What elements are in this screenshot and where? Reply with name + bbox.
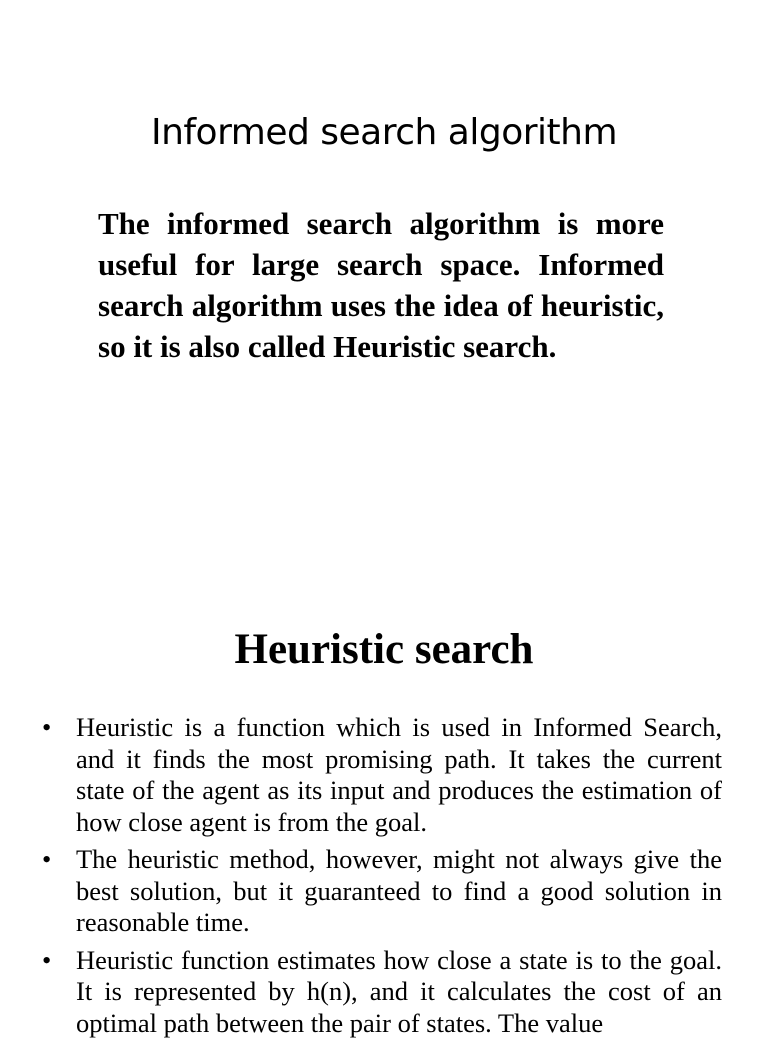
bullet-point-icon: •: [42, 712, 52, 742]
bullet-text: Heuristic function estimates how close a state is to the goal. It is represented by h(n), and it calculates the cost of an optimal path between the pair of states. The value: [76, 944, 722, 1038]
slide-title: Informed search algorithm: [150, 112, 618, 153]
slide-title: Heuristic search: [234, 626, 534, 673]
bullet-point-icon: •: [42, 944, 52, 975]
bullet-point-icon: •: [42, 844, 52, 874]
bullet-item: [40, 712, 722, 838]
slide-heuristic-search: [0, 560, 768, 1038]
bullet-list: [40, 712, 722, 1045]
bullet-item: [40, 945, 722, 1040]
bullet-text: Heuristic is a function which is used in Informed Search, and it finds the most promising path. It takes the current state of the agent as its input and produces the estimation of how close agent is from the goal.: [76, 712, 722, 837]
bullet-item: [40, 844, 722, 939]
slide-body-text: The informed search algorithm is more useful for large search space. Informed search algorithm uses the idea of heuristic, so it is also called Heuristic search.: [98, 206, 664, 364]
bullet-text: The heuristic method, however, might not always give the best solution, but it guaranteed to find a good solution in reasonable time.: [76, 844, 722, 937]
